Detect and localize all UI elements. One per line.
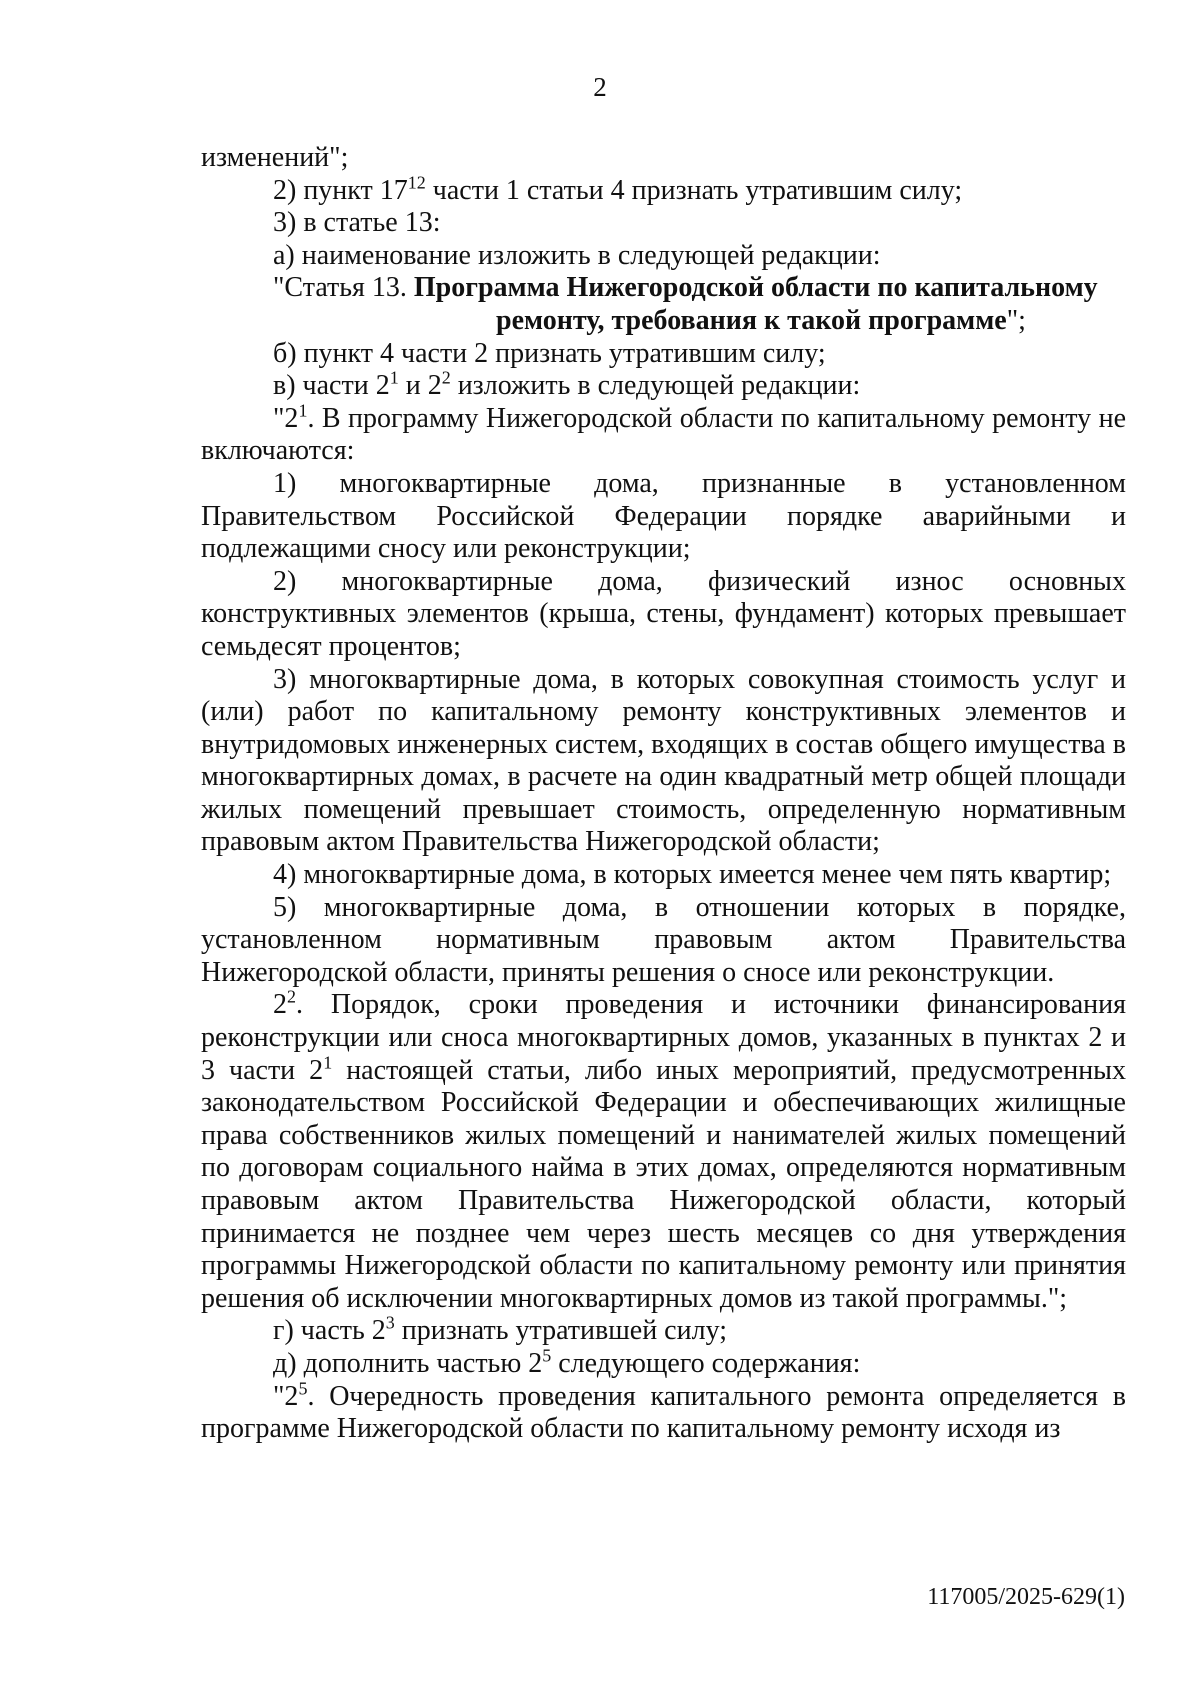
document-body (201, 142, 1126, 1446)
paragraph: 4) многоквартирные дома, в которых имеется менее чем пять квартир; (273, 859, 1112, 891)
paragraph: $2^2$. Порядок, сроки проведения и источники финансирования реконструкции или сноса многоквартирных домов, указанных в пунктах 2 и 3 части $2^1$ настоящей статьи, либо иных мероприятий, предусмотренных законодательством Российской Федерации и обеспечивающих жилищные права собственников жилых помещений и нанимателей жилых помещений по договорам социального найма в этих домах, определяются нормативным правовым актом Правительства Нижегородской области, который принимается не позднее чем через шесть месяцев со дня утверждения программы Нижегородской области по капитальному ремонту или принятия решения об исключении многоквартирных домов из такой программы."; (201, 987, 1126, 1314)
paragraph: "$2^5$. Очередность проведения капитального ремонта определяется в программе Нижегородской области по капитальному ремонту исходя из (201, 1378, 1126, 1445)
document-code: 117005/2025-629(1) (927, 1584, 1125, 1610)
paragraph: а) наименование изложить в следующей редакции: (273, 239, 881, 271)
paragraph: 3) многоквартирные дома, в которых совокупная стоимость услуг и (или) работ по капитальному ремонту конструктивных элементов и внутридомовых инженерных систем, входящих в состав общего имущества в многоквартирных домах, в расчете на один квадратный метр общей площади жилых помещений превышает стоимость, определенную нормативным правовым актом Правительства Нижегородской области; (201, 663, 1126, 858)
paragraph: 5) многоквартирные дома, в отношении которых в порядке, установленном нормативным правовым актом Правительства Нижегородской области, приняты решения о сносе или реконструкции. (201, 891, 1126, 988)
page-number: 2 (593, 72, 607, 102)
paragraph: "$2^1$. В программу Нижегородской области по капитальному ремонту не включаются: (201, 400, 1126, 467)
article-heading: "Статья 13. Программа Нижегородской области по капитальному ремонту, требования к такой программе"; (273, 272, 1098, 336)
paragraph: в) части $2^1$ и $2^2$ изложить в следующей редакции: (273, 367, 861, 402)
paragraph: 2) многоквартирные дома, физический износ основных конструктивных элементов (крыша, стены, фундамент) которых превышает семьдесят процентов; (201, 565, 1126, 662)
paragraph: изменений"; (201, 142, 349, 173)
paragraph: г) часть $2^3$ признать утратившей силу; (273, 1313, 727, 1347)
paragraph: б) пункт 4 части 2 признать утратившим силу; (273, 337, 826, 369)
paragraph: 2) пункт $17^{12}$ части 1 статьи 4 признать утратившим силу; (273, 172, 963, 206)
paragraph: д) дополнить частью $2^5$ следующего содержания: (273, 1345, 861, 1379)
paragraph: 3) в статье 13: (273, 207, 441, 239)
paragraph: 1) многоквартирные дома, признанные в установленном Правительством Российской Федерации порядке аварийными и подлежащими сносу или реконструкции; (201, 467, 1126, 565)
